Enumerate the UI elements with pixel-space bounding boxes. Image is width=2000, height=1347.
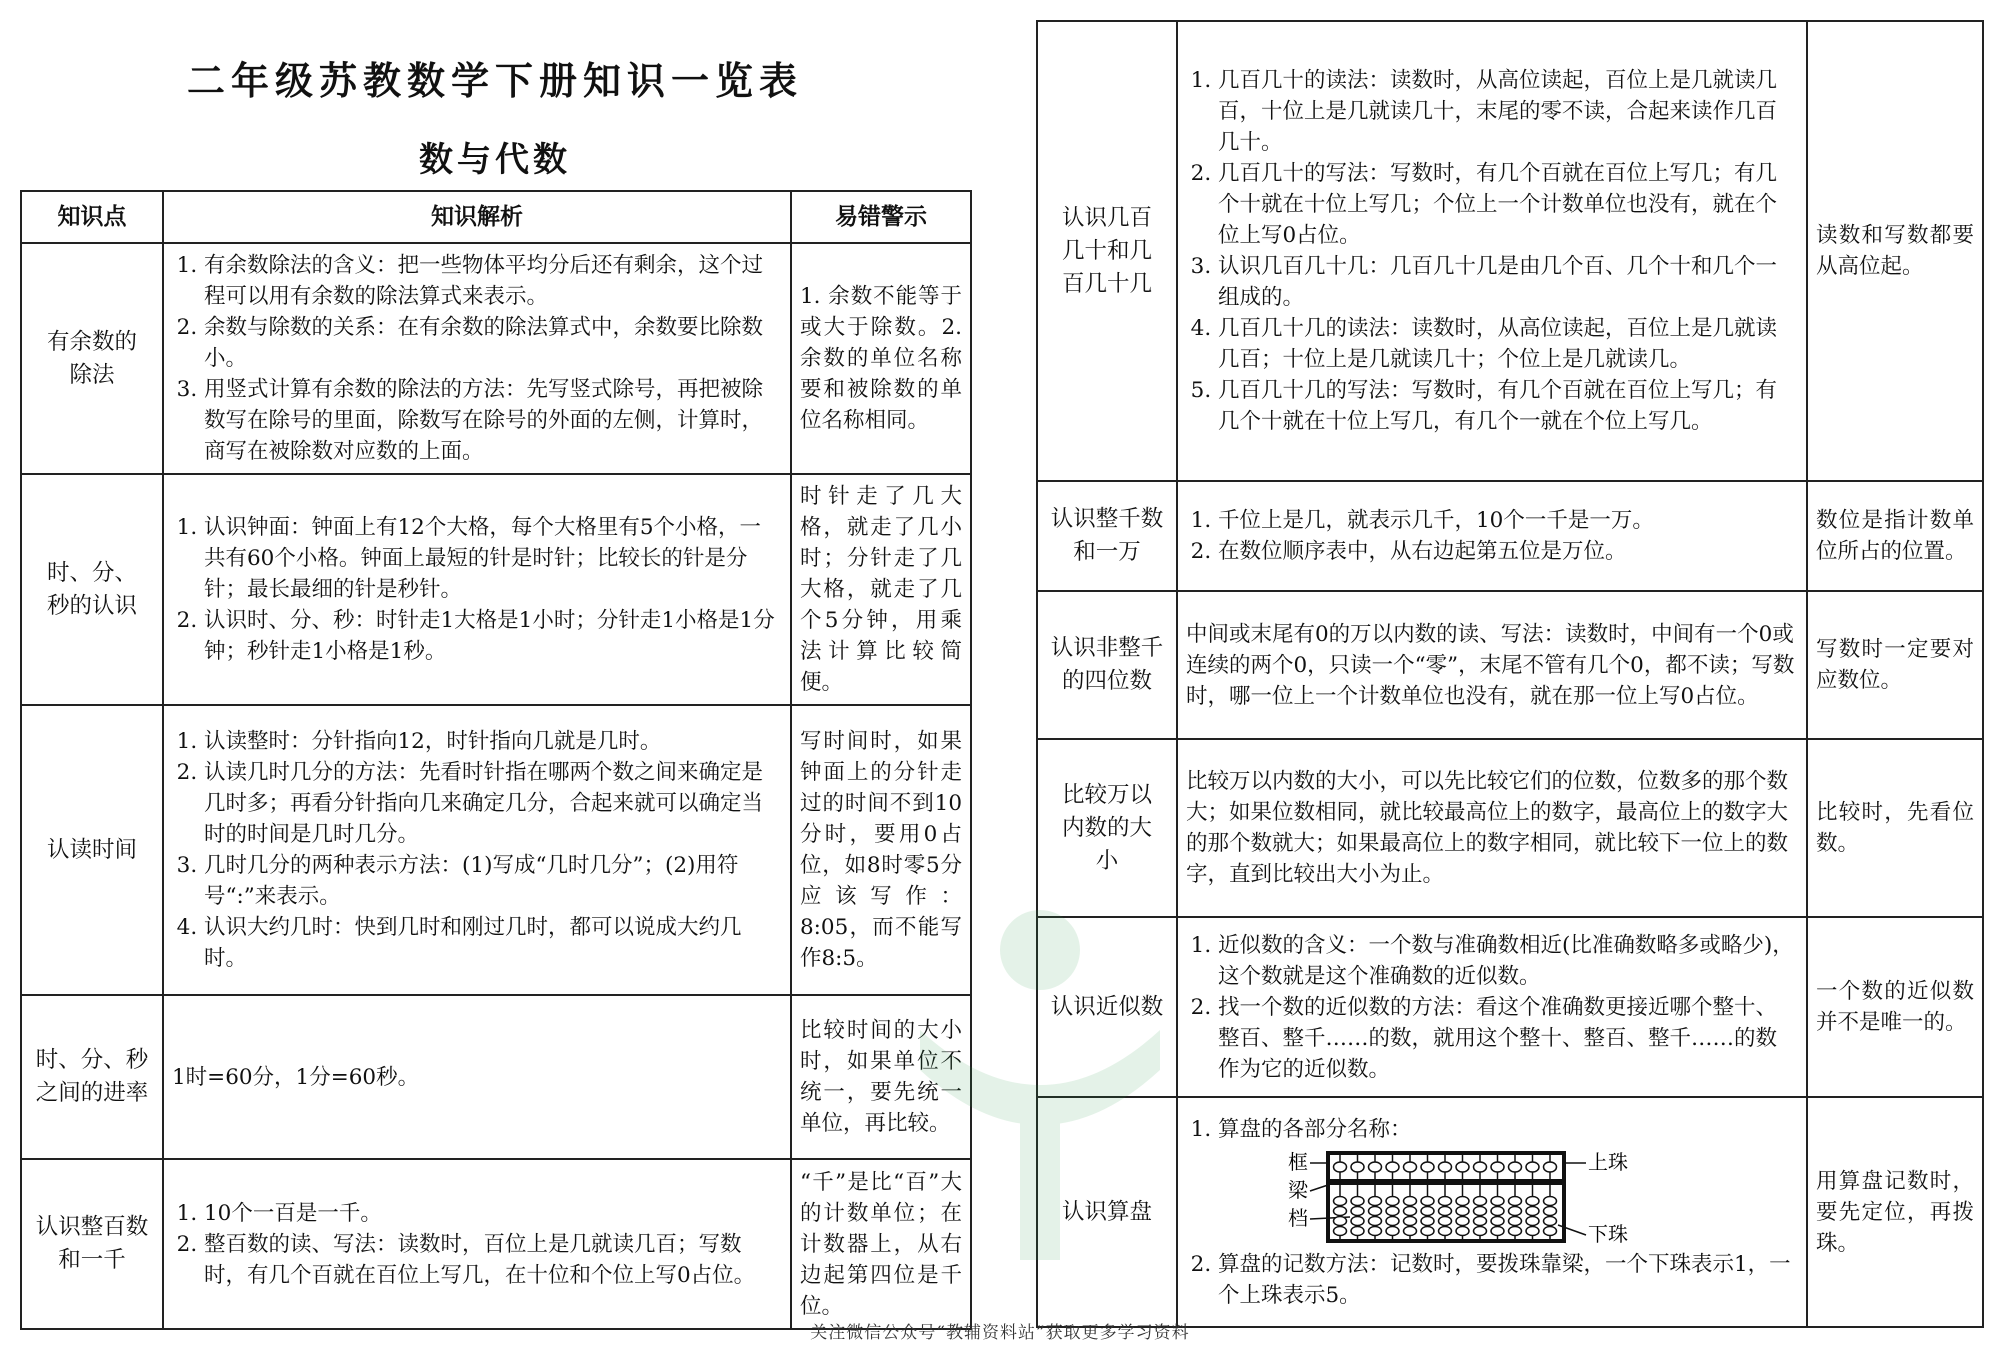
table-row <box>1037 21 1983 481</box>
topic-cell <box>21 474 163 705</box>
table-row <box>21 995 971 1159</box>
abacus-lower-bead <box>1386 1196 1399 1205</box>
topic-label: 认识几百几十和几百几十几 <box>1061 204 1152 297</box>
header-analysis: 知识解析 <box>163 191 791 243</box>
list-item: 2. 几百几十的写法：写数时，有几个百就在百位上写几；有几个十就在十位上写几；个位上一个计数单位也没有，就在个位上写0占位。 <box>1218 158 1798 251</box>
abacus-lower-bead <box>1369 1196 1382 1205</box>
page-title: 二年级苏教数学下册知识一览表 <box>186 59 803 103</box>
abacus-lower-bead <box>1544 1216 1557 1225</box>
page-footer: 关注微信公众号“教辅资料站”获取更多学习资料 <box>810 1323 1190 1343</box>
abacus-lower-bead <box>1491 1216 1504 1225</box>
abacus-lower-bead <box>1334 1206 1347 1215</box>
analysis-text: 1时=60分，1分=60秒。 <box>172 1064 420 1090</box>
analysis-cell <box>163 474 791 705</box>
left-knowledge-table <box>20 190 972 1330</box>
abacus-lower-bead <box>1474 1206 1487 1215</box>
abacus-upper-bead <box>1509 1162 1522 1172</box>
list-item: 3. 认识几百几十几：几百几十几是由几个百、几个十和几个一组成的。 <box>1218 251 1798 313</box>
table-row <box>1037 1097 1983 1327</box>
topic-label: 比较万以内数的大小 <box>1061 781 1152 874</box>
abacus-lower-bead <box>1544 1206 1557 1215</box>
abacus-upper-bead <box>1386 1162 1399 1172</box>
abacus-upper-bead <box>1456 1162 1469 1172</box>
warning-cell: 一个数的近似数并不是唯一的。 <box>1807 917 1983 1097</box>
analysis-list <box>172 1198 782 1291</box>
abacus-lower-bead <box>1351 1226 1364 1235</box>
abacus-lower-bead <box>1404 1206 1417 1215</box>
abacus-lower-bead <box>1456 1226 1469 1235</box>
analysis-list <box>1186 930 1798 1085</box>
analysis-cell <box>163 243 791 474</box>
abacus-lower-bead <box>1509 1216 1522 1225</box>
abacus-lower-label: 下珠 <box>1588 1221 1628 1246</box>
list-item: 1. 认读整时：分针指向12，时针指向几就是几时。 <box>204 726 782 757</box>
abacus-lower-bead <box>1369 1216 1382 1225</box>
analysis-cell <box>163 1159 791 1329</box>
abacus-lower-bead <box>1509 1196 1522 1205</box>
list-item: 1. 有余数除法的含义：把一些物体平均分后还有剩余，这个过程可以用有余数的除法算式来表示。 <box>204 250 782 312</box>
warning-cell: 数位是指计数单位所占的位置。 <box>1807 481 1983 591</box>
abacus-lower-bead <box>1526 1196 1539 1205</box>
topic-cell: 认读时间 <box>21 705 163 995</box>
topic-cell <box>1037 21 1177 481</box>
analysis-cell <box>1177 1097 1807 1327</box>
analysis-list <box>1186 1114 1798 1311</box>
abacus-rods <box>1334 1155 1557 1239</box>
abacus-lower-bead <box>1526 1206 1539 1215</box>
abacus-lower-bead <box>1526 1216 1539 1225</box>
topic-cell: 认识算盘 <box>1037 1097 1177 1327</box>
list-item: 1. 10个一百是一千。 <box>204 1198 782 1229</box>
abacus-lower-bead <box>1334 1226 1347 1235</box>
list-item: 2. 认识时、分、秒：时针走1大格是1小时；分针走1小格是1分钟；秒针走1小格是1秒。 <box>204 605 782 667</box>
abacus-diagram <box>1288 1145 1648 1249</box>
warning-cell: 读数和写数都要从高位起。 <box>1807 21 1983 481</box>
analysis-list <box>172 250 782 467</box>
abacus-upper-bead <box>1369 1162 1382 1172</box>
abacus-lower-bead <box>1386 1216 1399 1225</box>
topic-cell <box>1037 739 1177 917</box>
abacus-lower-bead <box>1421 1196 1434 1205</box>
analysis-cell <box>1177 481 1807 591</box>
list-item: 1. 几百几十的读法：读数时，从高位读起，百位上是几就读几百，十位上是几就读几十，末尾的零不读，合起来读作几百几十。 <box>1218 65 1798 158</box>
table-row <box>1037 739 1983 917</box>
list-item: 2. 在数位顺序表中，从右边起第五位是万位。 <box>1218 536 1798 567</box>
list-item: 4. 认识大约几时：快到几时和刚过几时，都可以说成大约几时。 <box>204 912 782 974</box>
abacus-lower-bead <box>1509 1206 1522 1215</box>
list-item: 4. 几百几十几的读法：读数时，从高位读起，百位上是几就读几百；十位上是几就读几十；个位上是几就读几。 <box>1218 313 1798 375</box>
table-row <box>21 474 971 705</box>
analysis-cell <box>1177 591 1807 739</box>
table-row <box>21 1159 971 1329</box>
section-subtitle: 数与代数 <box>419 140 571 180</box>
table-row <box>1037 481 1983 591</box>
abacus-frame-label: 框 <box>1288 1149 1308 1174</box>
abacus-lower-bead <box>1491 1226 1504 1235</box>
abacus-upper-bead <box>1526 1162 1539 1172</box>
analysis-list <box>1186 65 1798 437</box>
list-item: 1. 近似数的含义：一个数与准确数相近(比准确数略多或略少)，这个数就是这个准确数的近似数。 <box>1218 930 1798 992</box>
abacus-lower-bead <box>1526 1226 1539 1235</box>
abacus-lower-bead <box>1351 1216 1364 1225</box>
list-item: 1. 认识钟面：钟面上有12个大格，每个大格里有5个小格，一共有60个小格。钟面上最短的针是时针；比较长的针是分针；最长最细的针是秒针。 <box>204 512 782 605</box>
abacus-upper-bead <box>1404 1162 1417 1172</box>
table-row <box>1037 591 1983 739</box>
abacus-lower-bead <box>1491 1196 1504 1205</box>
topic-cell: 认识近似数 <box>1037 917 1177 1097</box>
abacus-lower-bead <box>1474 1226 1487 1235</box>
list-item <box>1218 1114 1798 1249</box>
abacus-lower-bead <box>1404 1226 1417 1235</box>
analysis-cell <box>1177 21 1807 481</box>
warning-cell: 比较时间的大小时，如果单位不统一，要先统一单位，再比较。 <box>791 995 971 1159</box>
abacus-lower-bead <box>1369 1206 1382 1215</box>
abacus-lower-bead <box>1544 1226 1557 1235</box>
topic-cell: 认识非整千的四位数 <box>1037 591 1177 739</box>
analysis-cell <box>1177 739 1807 917</box>
topic-cell: 时、分、秒之间的进率 <box>21 995 163 1159</box>
analysis-list <box>172 726 782 974</box>
abacus-lower-bead <box>1404 1216 1417 1225</box>
abacus-lower-bead <box>1509 1226 1522 1235</box>
analysis-text: 比较万以内数的大小，可以先比较它们的位数，位数多的那个数大；如果位数相同，就比较最高位上的数字，最高位上的数字大的那个数就大；如果最高位上的数字相同，就比较下一位上的数字，直到比较出大小为止。 <box>1186 769 1789 887</box>
abacus-lower-bead <box>1456 1206 1469 1215</box>
warning-cell: 用算盘记数时，要先定位，再拨珠。 <box>1807 1097 1983 1327</box>
abacus-lower-bead <box>1421 1206 1434 1215</box>
abacus-lower-bead <box>1369 1226 1382 1235</box>
topic-cell <box>21 243 163 474</box>
abacus-lower-bead <box>1456 1196 1469 1205</box>
abacus-rod-label: 档 <box>1288 1205 1308 1230</box>
abacus-item-label: 1. 算盘的各部分名称： <box>1218 1116 1412 1142</box>
abacus-upper-bead <box>1351 1162 1364 1172</box>
topic-cell: 认识整百数和一千 <box>21 1159 163 1329</box>
list-item: 2. 整百数的读、写法：读数时，百位上是几就读几百；写数时，有几个百就在百位上写几，在十位和个位上写0占位。 <box>204 1229 782 1291</box>
abacus-beam-label: 梁 <box>1288 1177 1308 1202</box>
warning-cell: 1. 余数不能等于或大于除数。2. 余数的单位名称要和被除数的单位名称相同。 <box>791 243 971 474</box>
header-topic: 知识点 <box>21 191 163 243</box>
abacus-lower-bead <box>1334 1196 1347 1205</box>
abacus-lower-bead <box>1334 1216 1347 1225</box>
list-item: 2. 找一个数的近似数的方法：看这个准确数更接近哪个整十、整百、整千……的数，就用这个整十、整百、整千……的数作为它的近似数。 <box>1218 992 1798 1085</box>
abacus-upper-bead <box>1491 1162 1504 1172</box>
abacus-lower-bead <box>1386 1206 1399 1215</box>
list-item: 2. 算盘的记数方法：记数时，要拨珠靠梁，一个下珠表示1，一个上珠表示5。 <box>1218 1249 1798 1311</box>
warning-cell: 写数时一定要对应数位。 <box>1807 591 1983 739</box>
abacus-upper-bead <box>1334 1162 1347 1172</box>
analysis-text: 中间或末尾有0的万以内数的读、写法：读数时，中间有一个0或连续的两个0，只读一个“零”，末尾不管有几个0，都不读；写数时，哪一位上一个计数单位也没有，就在那一位上写0占位。 <box>1186 621 1795 709</box>
abacus-lower-bead <box>1439 1226 1452 1235</box>
abacus-upper-bead <box>1474 1162 1487 1172</box>
abacus-lower-bead <box>1421 1226 1434 1235</box>
abacus-upper-label: 上珠 <box>1588 1149 1628 1174</box>
abacus-lower-bead <box>1474 1196 1487 1205</box>
abacus-lower-bead <box>1439 1206 1452 1215</box>
abacus-lower-bead <box>1439 1216 1452 1225</box>
abacus-upper-bead <box>1421 1162 1434 1172</box>
warning-cell: 比较时，先看位数。 <box>1807 739 1983 917</box>
list-item: 3. 用竖式计算有余数的除法的方法：先写竖式除号，再把被除数写在除号的里面，除数写在除号的外面的左侧，计算时，商写在被除数对应数的上面。 <box>204 374 782 467</box>
abacus-lower-bead <box>1351 1196 1364 1205</box>
warning-cell: 时针走了几大格，就走了几小时；分针走了几大格，就走了几个5分钟，用乘法计算比较简便。 <box>791 474 971 705</box>
abacus-lower-bead <box>1404 1196 1417 1205</box>
topic-label: 时、分、秒的认识 <box>46 559 137 619</box>
analysis-cell <box>163 995 791 1159</box>
topic-label: 有余数的除法 <box>46 328 137 388</box>
abacus-lower-bead <box>1386 1226 1399 1235</box>
list-item: 1. 千位上是几，就表示几千，10个一千是一万。 <box>1218 505 1798 536</box>
abacus-upper-bead <box>1544 1162 1557 1172</box>
warning-cell: 写时间时，如果钟面上的分针走过的时间不到10分时，要用0占位，如8时零5分应该写作：8:05，而不能写作8:5。 <box>791 705 971 995</box>
abacus-lower-bead <box>1544 1196 1557 1205</box>
table-row <box>21 705 971 995</box>
abacus-lower-bead <box>1421 1216 1434 1225</box>
list-item: 2. 认读几时几分的方法：先看时针指在哪两个数之间来确定是几时多；再看分针指向几来确定几分，合起来就可以确定当时的时间是几时几分。 <box>204 757 782 850</box>
table-row <box>21 243 971 474</box>
table-header-row <box>21 191 971 243</box>
abacus-upper-bead <box>1439 1162 1452 1172</box>
abacus-lower-bead <box>1351 1206 1364 1215</box>
table-row <box>1037 917 1983 1097</box>
abacus-lower-bead <box>1491 1206 1504 1215</box>
list-item: 3. 几时几分的两种表示方法：(1)写成“几时几分”；(2)用符号“:”来表示。 <box>204 850 782 912</box>
analysis-list <box>1186 505 1798 567</box>
abacus-lower-bead <box>1474 1216 1487 1225</box>
topic-cell: 认识整千数和一万 <box>1037 481 1177 591</box>
analysis-cell <box>1177 917 1807 1097</box>
abacus-lower-bead <box>1456 1216 1469 1225</box>
list-item: 5. 几百几十几的写法：写数时，有几个百就在百位上写几；有几个十就在十位上写几，有几个一就在个位上写几。 <box>1218 375 1798 437</box>
right-knowledge-table <box>1036 20 1984 1328</box>
abacus-lower-bead <box>1439 1196 1452 1205</box>
list-item: 2. 余数与除数的关系：在有余数的除法算式中，余数要比除数小。 <box>204 312 782 374</box>
header-warning: 易错警示 <box>791 191 971 243</box>
analysis-cell <box>163 705 791 995</box>
warning-cell: “千”是比“百”大的计数单位；在计数器上，从右边起第四位是千位。 <box>791 1159 971 1329</box>
analysis-list <box>172 512 782 667</box>
